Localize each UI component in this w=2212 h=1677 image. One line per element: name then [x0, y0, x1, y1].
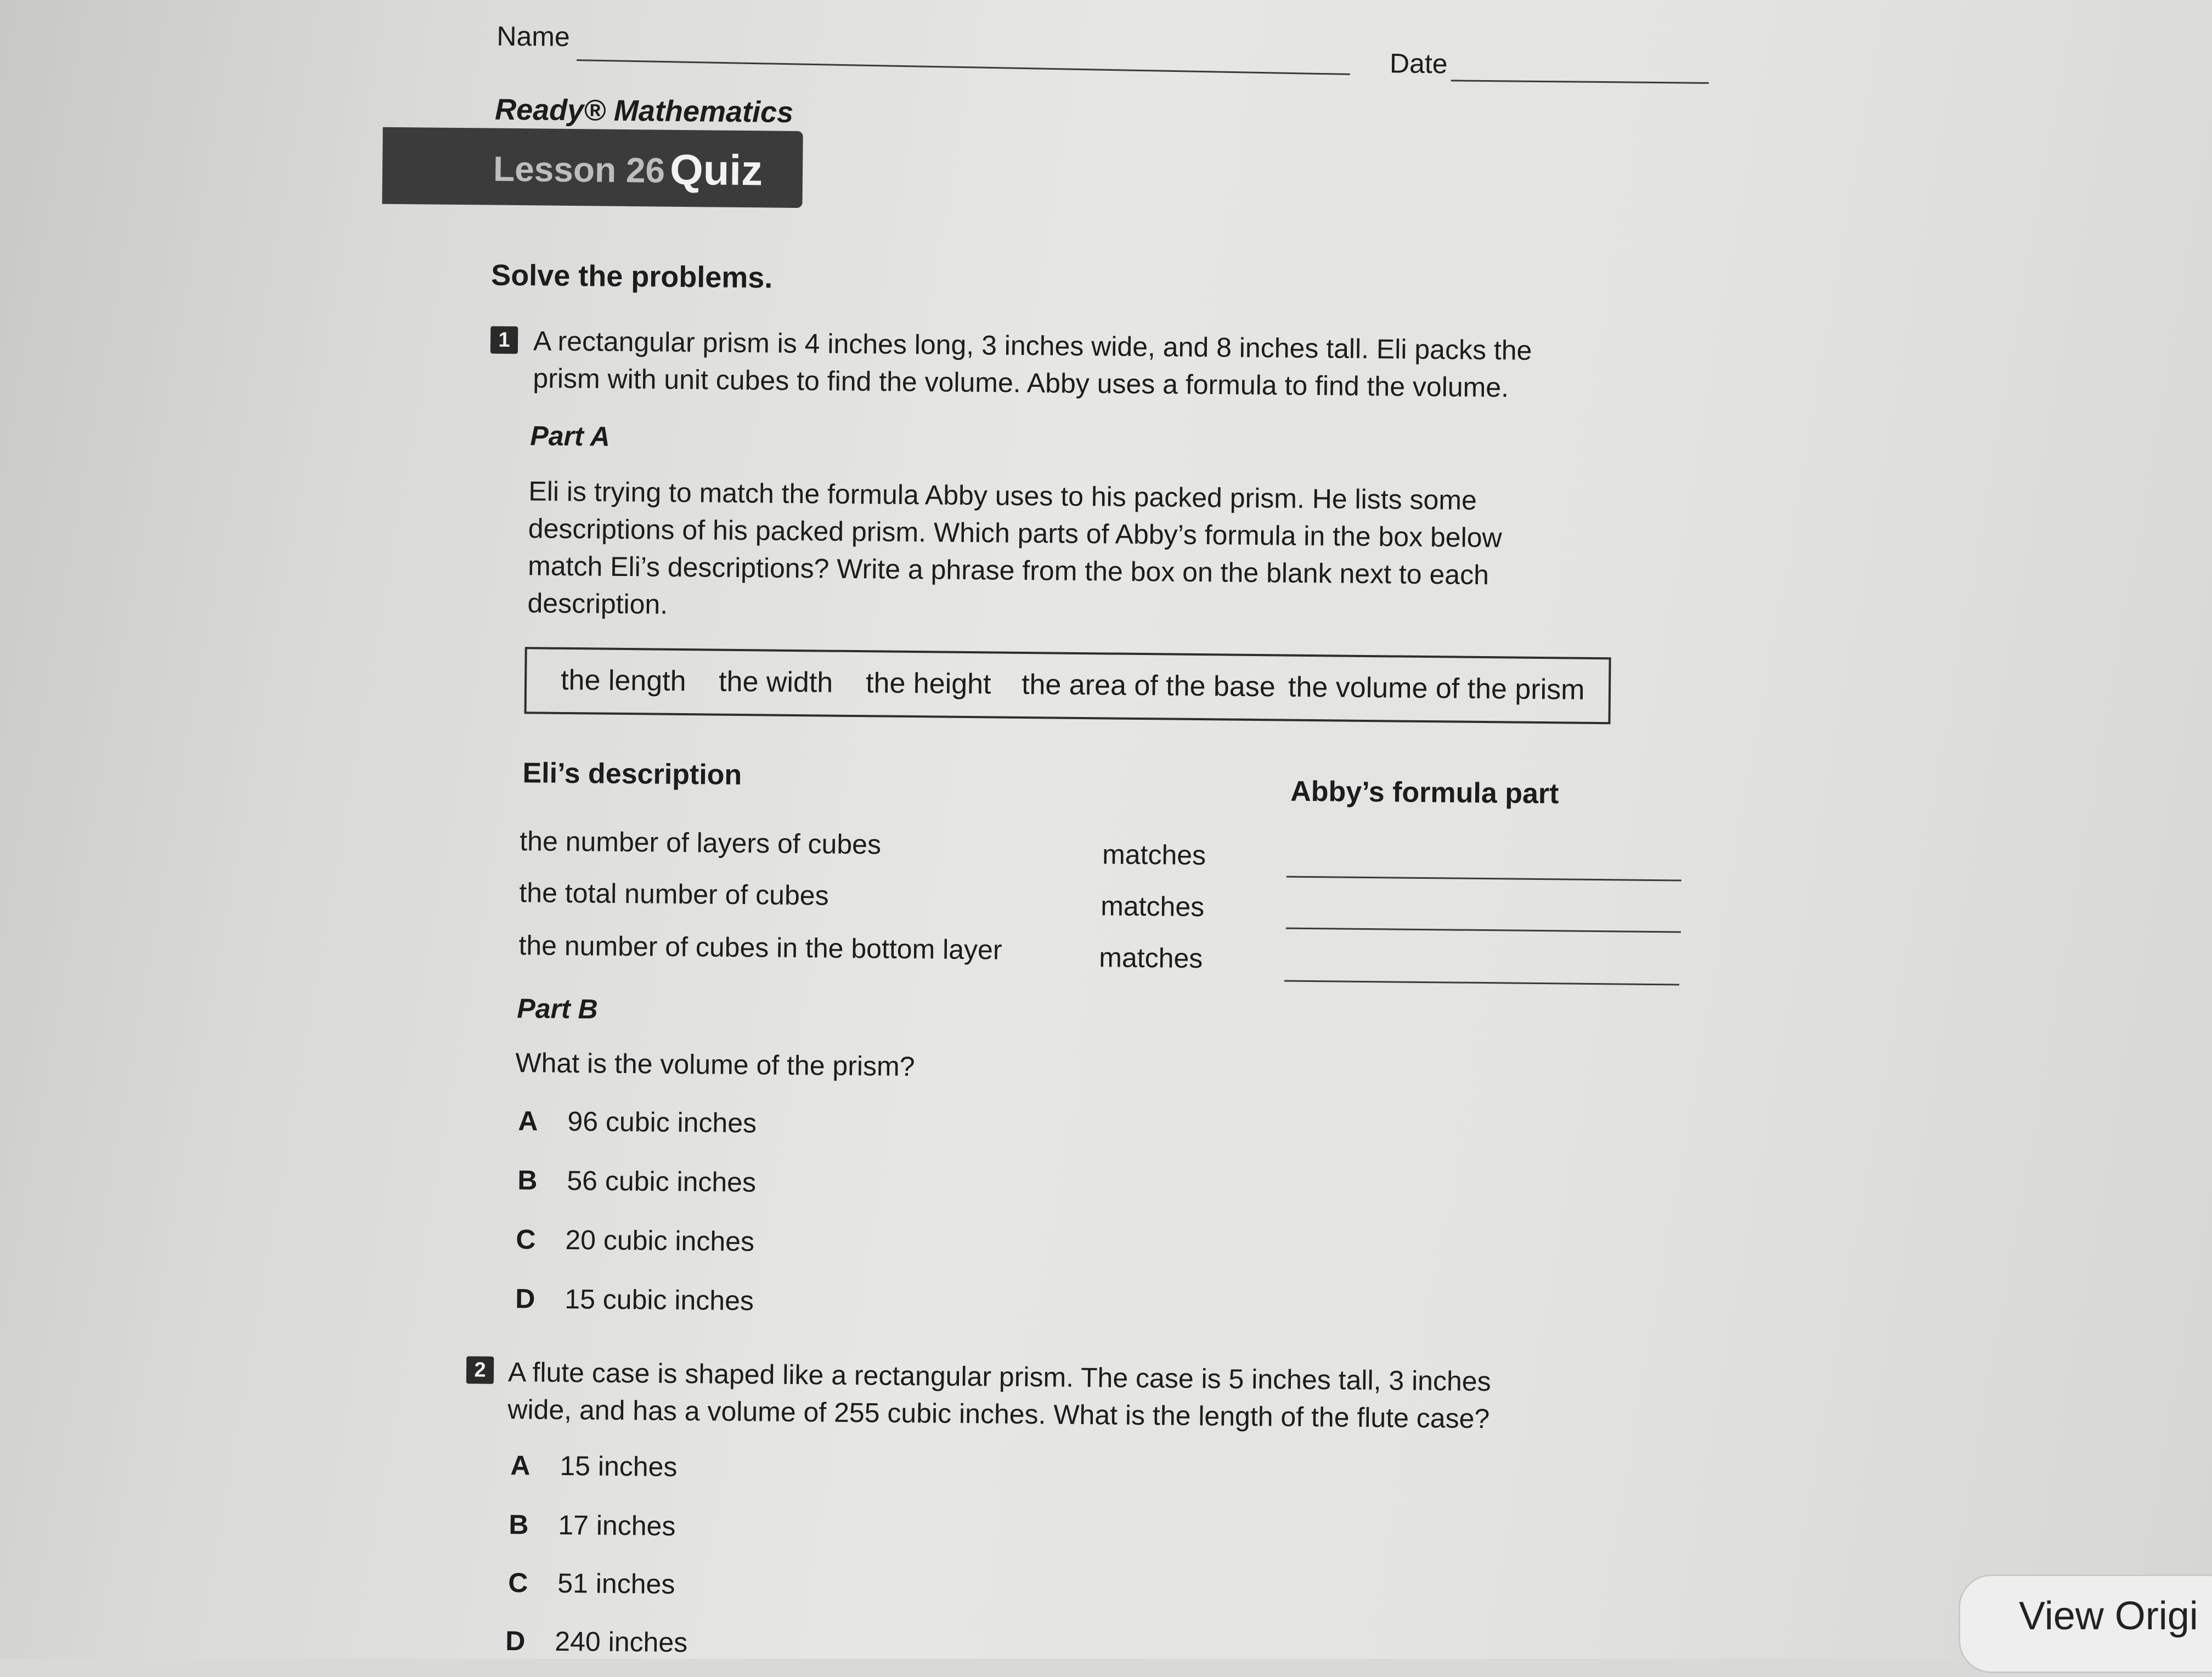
- part-b-heading: Part B: [517, 993, 598, 1025]
- lesson-number: Lesson 26: [493, 149, 665, 190]
- answer-choice[interactable]: B 17 inches: [509, 1509, 676, 1542]
- description-text: the number of layers of cubes: [520, 826, 882, 860]
- publisher-title: Ready® Mathematics: [494, 93, 794, 129]
- word-bank-item: the volume of the prism: [1288, 671, 1585, 706]
- view-original-label[interactable]: View Origi: [2019, 1594, 2198, 1638]
- answer-choice[interactable]: A 15 inches: [510, 1450, 678, 1482]
- answer-blank-line[interactable]: [1284, 980, 1679, 986]
- instructions-heading: Solve the problems.: [490, 258, 773, 295]
- column-header-abby: Abby’s formula part: [1290, 775, 1559, 810]
- matches-text: matches: [1102, 839, 1206, 871]
- question-stem-line: prism with unit cubes to find the volume. Abby uses a formula to find the volume.: [533, 363, 1509, 403]
- name-blank-line[interactable]: [577, 59, 1350, 75]
- part-a-text-line: match Eli’s descriptions? Write a phrase from the box on the blank next to each: [527, 550, 1489, 591]
- matches-text: matches: [1099, 942, 1203, 974]
- description-text: the total number of cubes: [519, 877, 829, 911]
- answer-choice[interactable]: C 20 cubic inches: [516, 1224, 755, 1257]
- date-label: Date: [1389, 48, 1448, 80]
- word-bank-item: the width: [718, 665, 833, 699]
- date-blank-line[interactable]: [1451, 80, 1709, 84]
- word-bank-item: the area of the base: [1021, 668, 1276, 703]
- question-number-badge: 1: [490, 326, 518, 354]
- question-stem-line: A rectangular prism is 4 inches long, 3 inches wide, and 8 inches tall. Eli packs the: [533, 325, 1532, 366]
- column-header-eli: Eli’s description: [522, 757, 742, 792]
- question-stem-line: wide, and has a volume of 255 cubic inches. What is the length of the flute case?: [507, 1394, 1490, 1435]
- answer-blank-line[interactable]: [1286, 876, 1681, 882]
- part-a-text-line: Eli is trying to match the formula Abby uses to his packed prism. He lists some: [528, 476, 1477, 516]
- matches-text: matches: [1100, 890, 1205, 923]
- answer-choice[interactable]: B 56 cubic inches: [517, 1165, 757, 1198]
- name-label: Name: [496, 20, 571, 52]
- answer-choice[interactable]: D 15 cubic inches: [515, 1283, 754, 1317]
- word-bank-item: the height: [865, 667, 991, 701]
- word-bank-item: the length: [560, 664, 686, 698]
- answer-blank-line[interactable]: [1286, 928, 1681, 933]
- quiz-title: Quiz: [669, 145, 763, 195]
- description-text: the number of cubes in the bottom layer: [518, 930, 1002, 965]
- part-a-text-line: description.: [527, 588, 668, 620]
- answer-choice[interactable]: C 51 inches: [508, 1567, 675, 1600]
- question-number-badge: 2: [466, 1356, 494, 1384]
- part-a-heading: Part A: [530, 420, 611, 452]
- question-stem-line: A flute case is shaped like a rectangular prism. The case is 5 inches tall, 3 inches: [507, 1357, 1491, 1397]
- part-b-question: What is the volume of the prism?: [515, 1047, 915, 1082]
- answer-choice[interactable]: A 96 cubic inches: [518, 1105, 757, 1139]
- answer-choice[interactable]: D 240 inches: [505, 1625, 688, 1658]
- part-a-text-line: descriptions of his packed prism. Which parts of Abby’s formula in the box below: [528, 513, 1502, 554]
